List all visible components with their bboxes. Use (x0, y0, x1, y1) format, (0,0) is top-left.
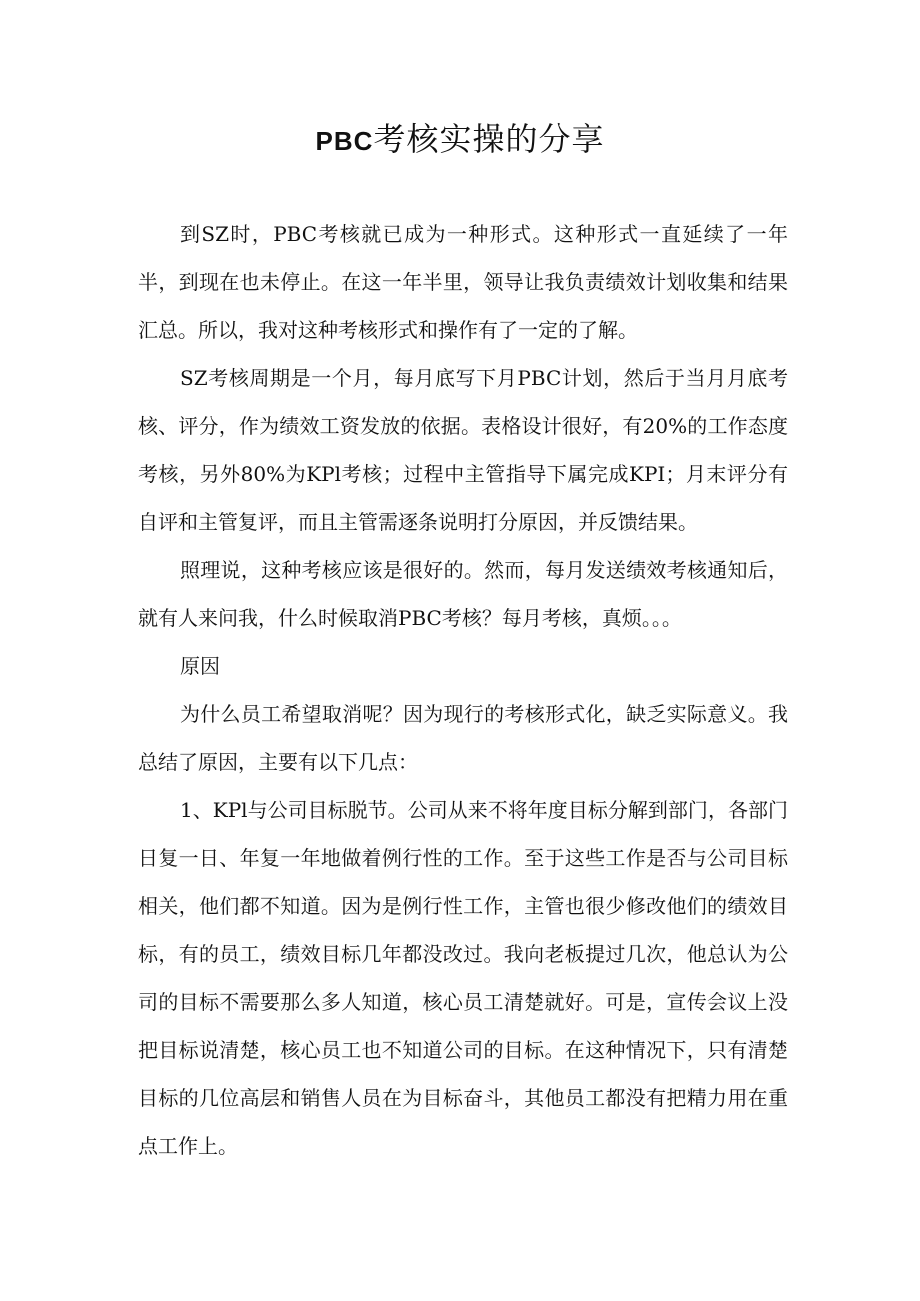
section-heading-reasons: 原因 (180, 654, 220, 678)
paragraph-reasons-intro: 为什么员工希望取消呢？因为现行的考核形式化，缺乏实际意义。我总结了原因，主要有以下几点： (138, 702, 788, 774)
document-title-latin: PBC (315, 126, 374, 156)
paragraph-reason-1: 1、KPl与公司目标脱节。公司从来不将年度目标分解到部门，各部门日复一日、年复一年地做着例行性的工作。至于这些工作是否与公司目标相关，他们都不知道。因为是例行性工作，主管也很少修改他们的绩效目标，有的员工，绩效目标几年都没改过。我向老板提过几次，他总认为公司的目标不需要那么多人知道，核心员工清楚就好。可是，宣传会议上没把目标说清楚，核心员工也不知道公司的目标。在这种情况下，只有清楚目标的几位高层和销售人员在为目标奋斗，其他员工都没有把精力用在重点工作上。 (138, 798, 788, 1158)
paragraph-problem: 照理说，这种考核应该是很好的。然而，每月发送绩效考核通知后，就有人来问我，什么时候取消PBC考核？每月考核，真烦。。。 (138, 558, 788, 630)
document-body (138, 210, 788, 1170)
paragraph-intro: 到SZ时，PBC考核就已成为一种形式。这种形式一直延续了一年半，到现在也未停止。在这一年半里，领导让我负责绩效计划收集和结果汇总。所以，我对这种考核形式和操作有了一定的了解。 (138, 222, 788, 342)
document-title-text: 考核实操的分享 (373, 120, 605, 158)
paragraph-cycle: SZ考核周期是一个月，每月底写下月PBC计划，然后于当月月底考核、评分，作为绩效工资发放的依据。表格设计很好，有20%的工作态度考核，另外80%为KPl考核；过程中主管指导下属完成KPI；月末评分有自评和主管复评，而且主管需逐条说明打分原因，并反馈结果。 (138, 366, 788, 534)
document-title (0, 114, 920, 166)
